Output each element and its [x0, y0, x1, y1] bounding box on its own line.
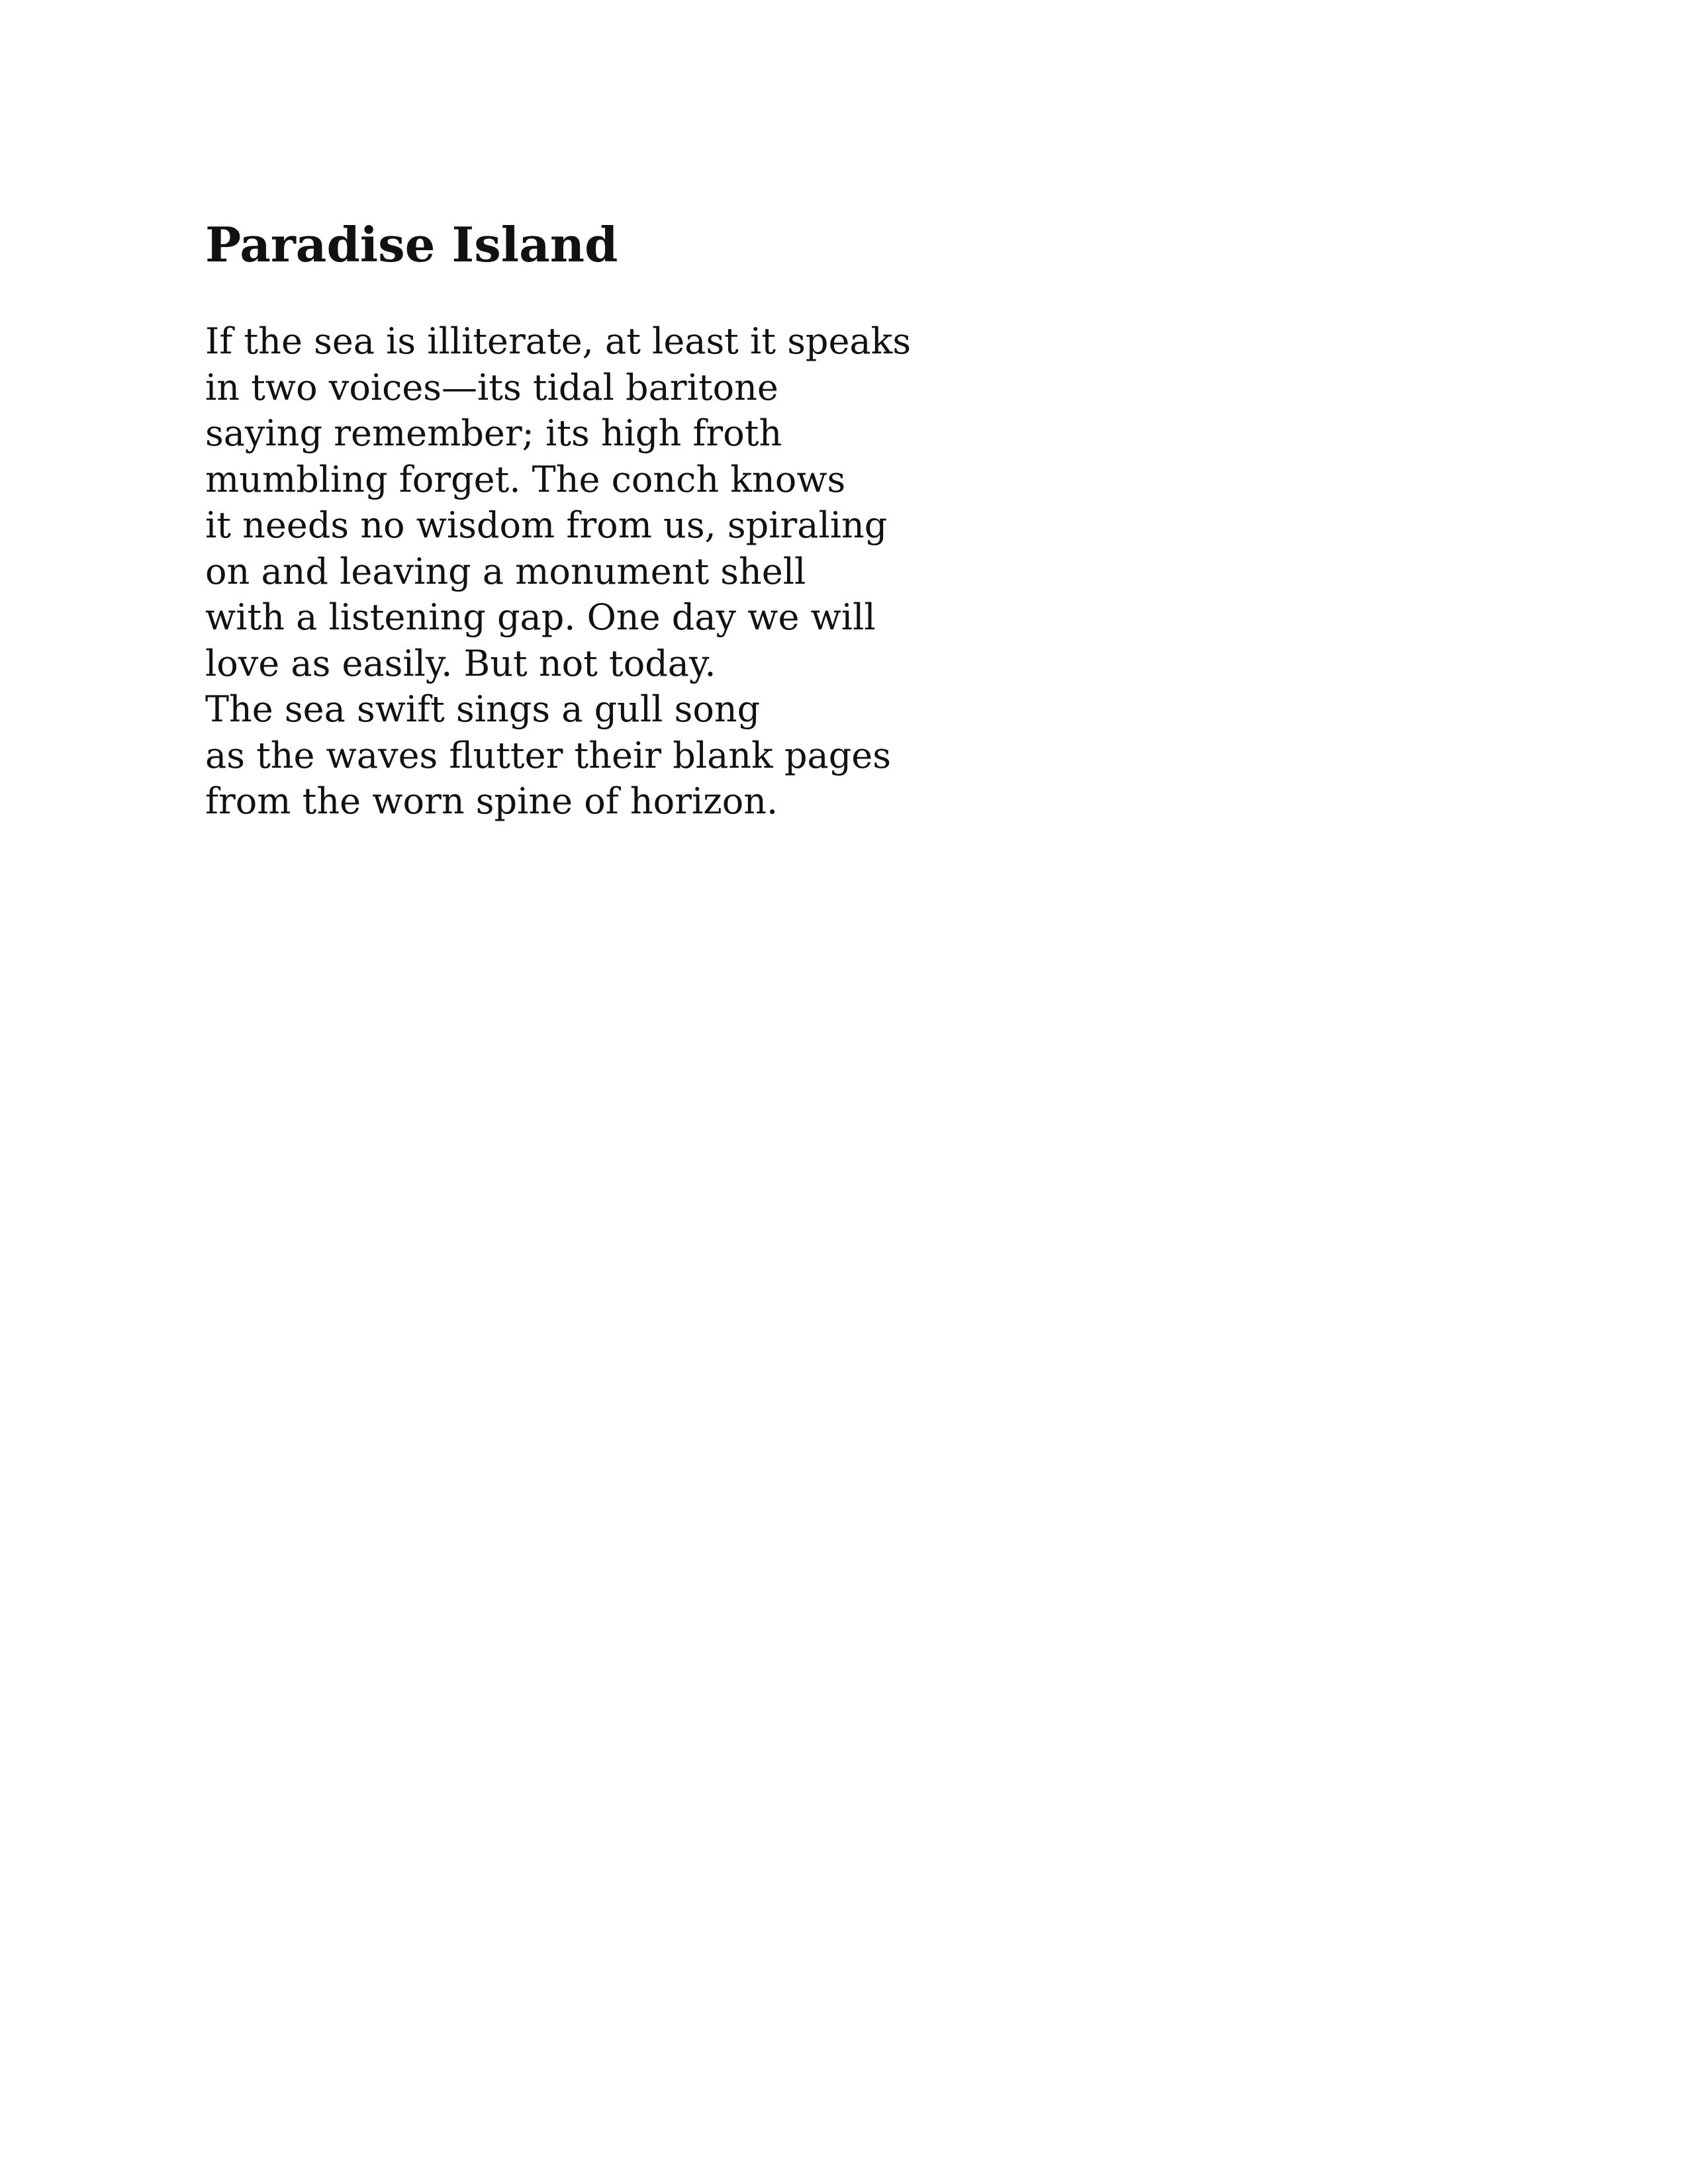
poem-line-7: with a listening gap. One day we will [205, 596, 876, 639]
poem-line-9: The sea swift sings a gull song [205, 688, 761, 731]
poem-line-4: mumbling forget. The conch knows [205, 458, 846, 500]
poem-line-8: love as easily. But not today. [205, 642, 716, 684]
poem-body [205, 318, 1132, 825]
poem-line-10: as the waves flutter their blank pages [205, 734, 891, 776]
poem-line-11: from the worn spine of horizon. [205, 780, 778, 823]
poem-line-3: saying remember; its high froth [205, 412, 782, 455]
poem [205, 218, 1132, 825]
poem-line-1: If the sea is illiterate, at least it speaks [205, 320, 912, 363]
poem-line-2: in two voices—its tidal baritone [205, 366, 778, 408]
poem-title: Paradise Island [205, 216, 618, 273]
poem-line-6: on and leaving a monument shell [205, 550, 806, 592]
poem-line-5: it needs no wisdom from us, spiraling [205, 504, 888, 547]
